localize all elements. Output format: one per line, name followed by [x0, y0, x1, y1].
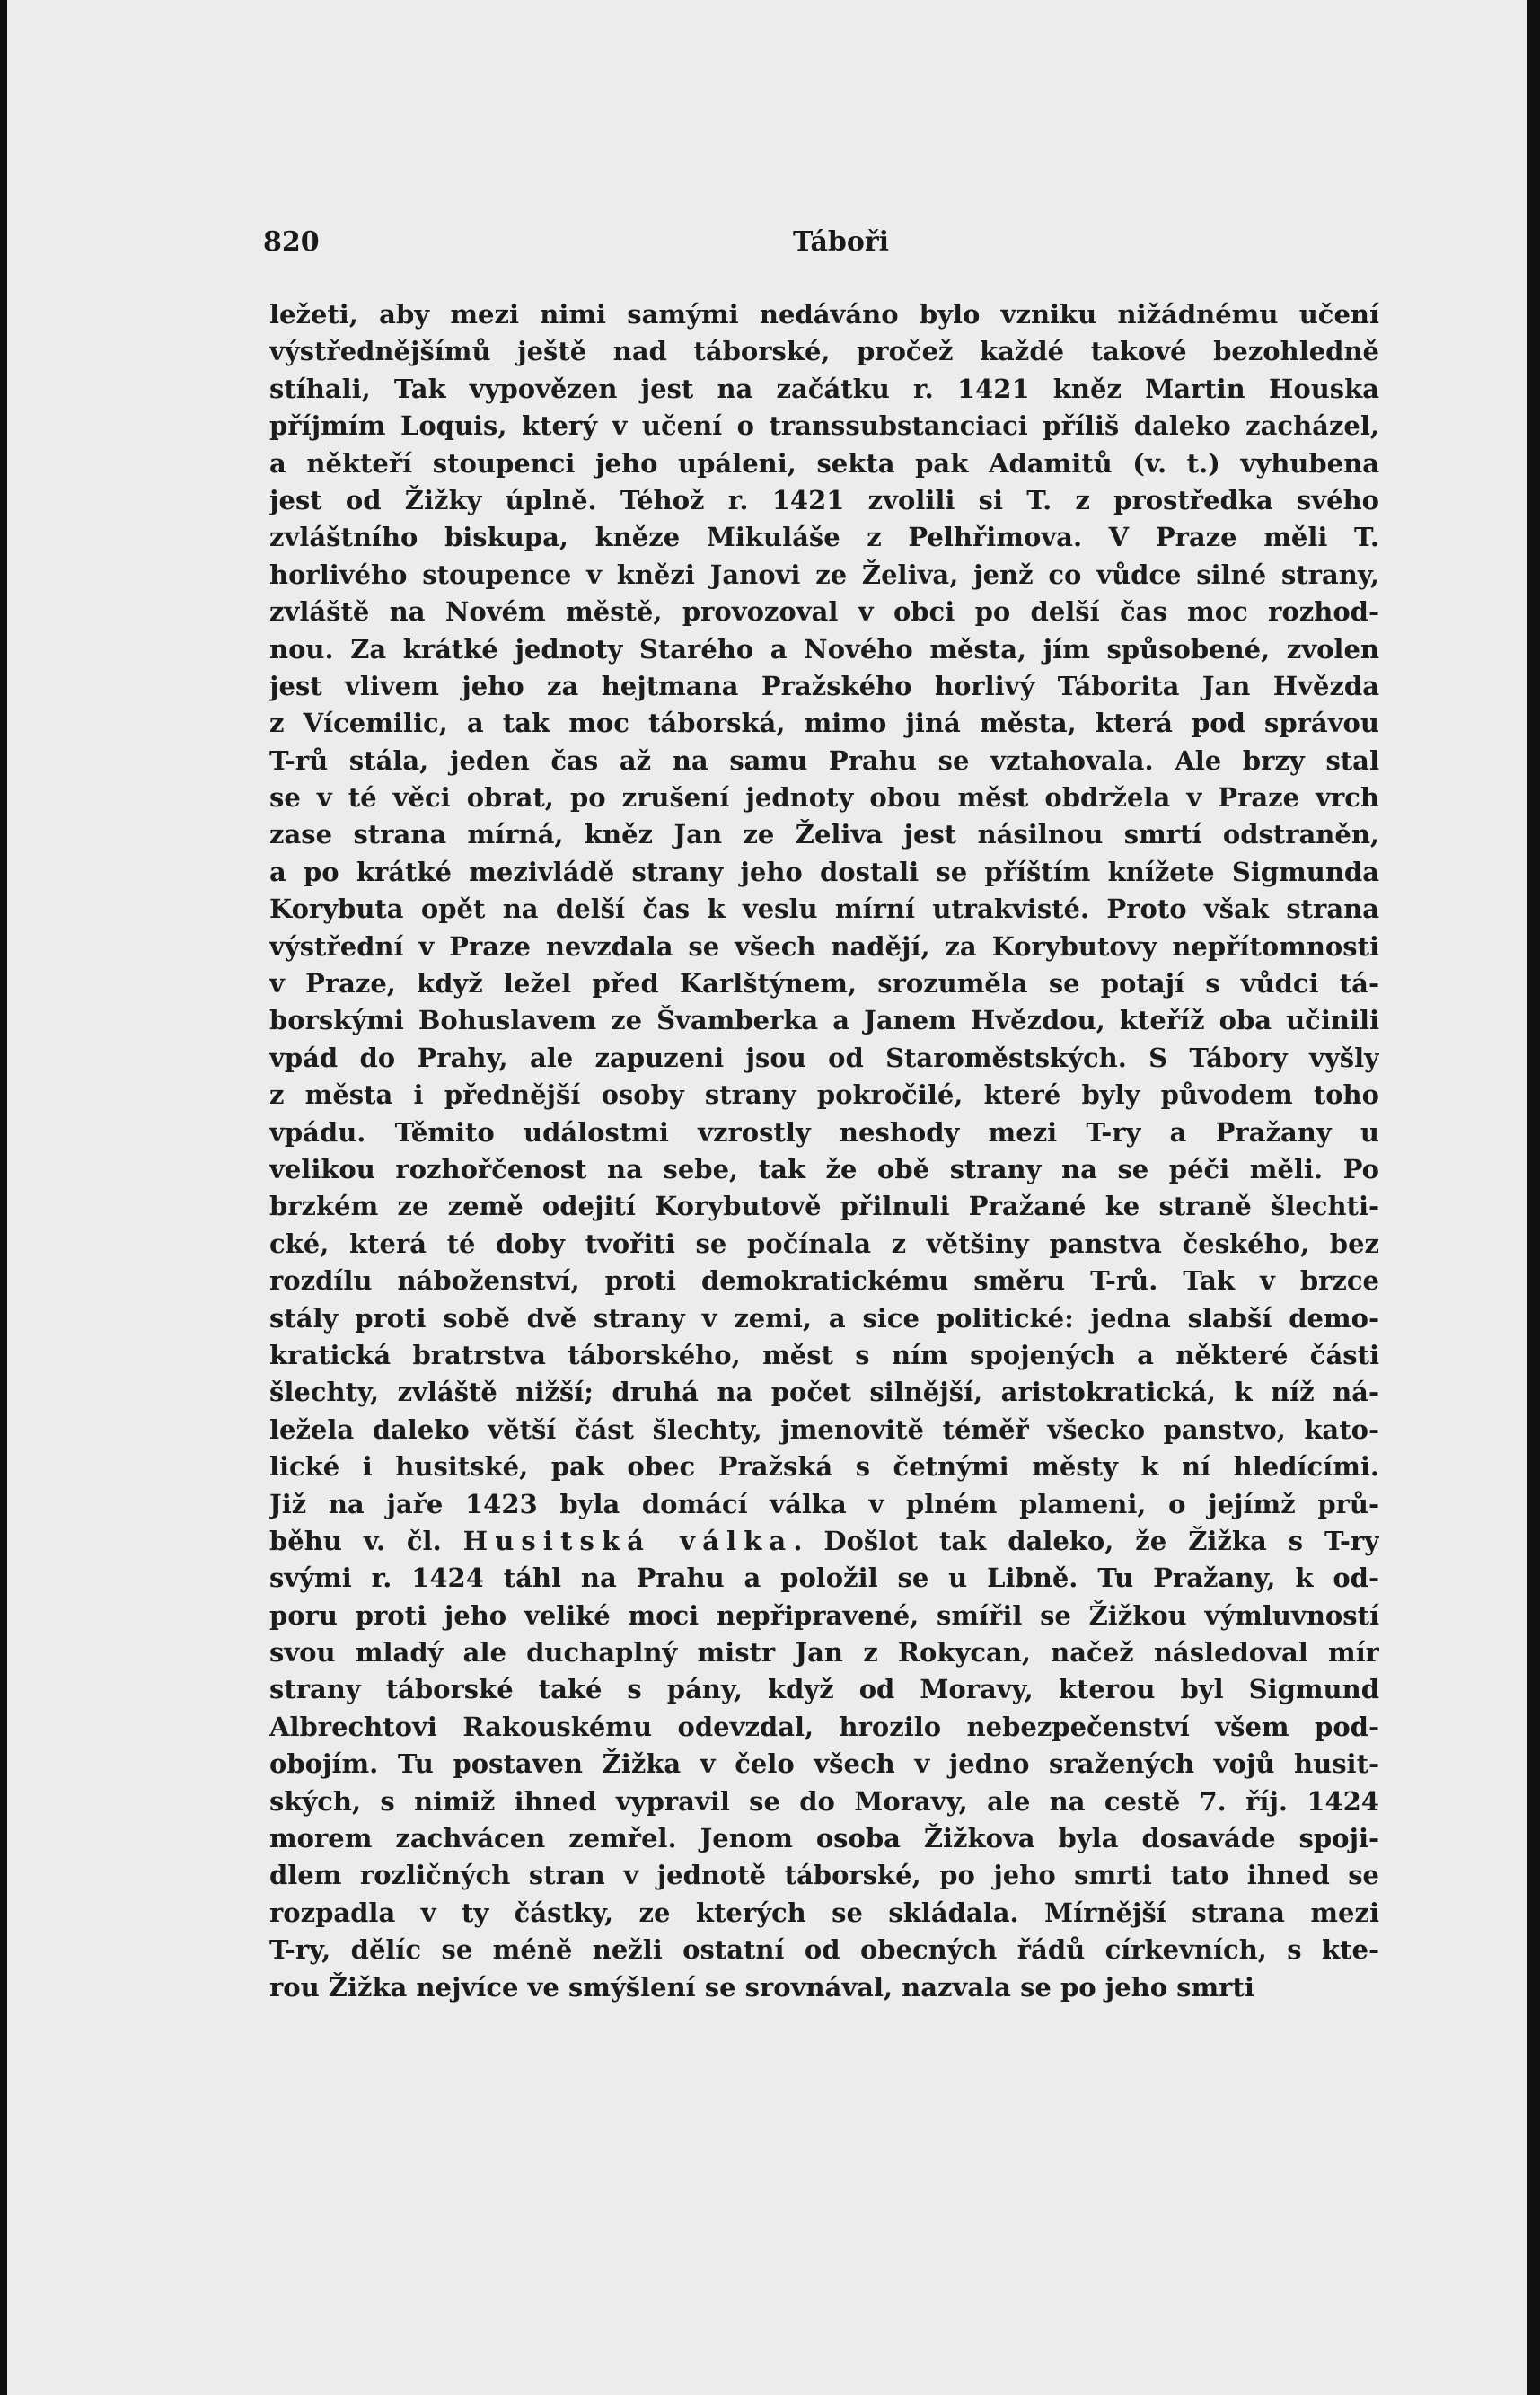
text-line: stíhali, Tak vypovězen jest na začátku r. 1421 kněz Martin Houska	[269, 373, 1379, 404]
text-line: kratická bratrstva táborského, měst s ním spojených a některé části	[269, 1339, 1379, 1370]
text-line: rou Žižka nejvíce ve smýšlení se srovnával, nazvala se po jeho smrti	[269, 1971, 1254, 2003]
text-line: T-ry, dělíc se méně nežli ostatní od obecných řádů církevních, s kte-	[269, 1934, 1379, 1966]
spaced-article-reference: Husitská válka	[462, 1525, 794, 1556]
text-line: výstřednějšímů ještě nad táborské, pročež každé takové bezohledně	[269, 336, 1379, 367]
text-line: rozpadla v ty částky, ze kterých se skládala. Mírnější strana mezi	[269, 1897, 1379, 1928]
text-line: poru proti jeho veliké moci nepřipravené, smířil se Žižkou výmluvností	[269, 1599, 1379, 1631]
text-line: svými r. 1424 táhl na Prahu a položil se u Libně. Tu Pražany, k od-	[269, 1563, 1379, 1594]
text-line: strany táborské také s pány, když od Moravy, kterou byl Sigmund	[269, 1674, 1379, 1705]
text-line: vpádu. Těmito událostmi vzrostly neshody mezi T-ry a Pražany u	[269, 1116, 1379, 1148]
text-line: Korybuta opět na delší čas k veslu mírní utrakvisté. Proto však strana	[269, 894, 1379, 925]
text-line: v Praze, když ležel před Karlštýnem, srozuměla se potají s vůdci tá-	[269, 968, 1379, 999]
text-line: zase strana mírná, kněz Jan ze Želiva jest násilnou smrtí odstraněn,	[269, 819, 1379, 850]
text-line: zvláštního biskupa, kněze Mikuláše z Pelhřimova. V Praze měli T.	[269, 522, 1379, 553]
text-line: dlem rozličných stran v jednotě táborské, po jeho smrti tato ihned se	[269, 1860, 1379, 1891]
running-title: Táboři	[793, 226, 890, 258]
text-line: vpád do Prahy, ale zapuzeni jsou od Staroměstských. S Tábory vyšly	[269, 1042, 1379, 1073]
text-line: brzkém ze země odejití Korybutově přilnuli Pražané ke straně šlechti-	[269, 1191, 1379, 1222]
text-line: šlechty, zvláště nižší; druhá na počet silnější, aristokratická, k níž ná-	[269, 1377, 1379, 1408]
text-line: z města i přednější osoby strany pokročilé, které byly původem toho	[269, 1079, 1379, 1111]
text-line: zvláště na Novém městě, provozoval v obci po delší čas moc rozhod-	[269, 596, 1379, 628]
text-line: borskými Bohuslavem ze Švamberka a Janem Hvězdou, kteříž oba učinili	[269, 1005, 1379, 1036]
text-line: Albrechtovi Rakouskému odevzdal, hrozilo nebezpečenství všem pod-	[269, 1711, 1379, 1742]
text-line: výstřední v Praze nevzdala se všech nadějí, za Korybutovy nepřítomnosti	[269, 930, 1379, 962]
text-line: ležela daleko větší část šlechty, jmenovitě téměř všecko panstvo, kato-	[269, 1413, 1379, 1445]
text-line: nou. Za krátké jednoty Starého a Nového města, jím spůsobené, zvolen	[269, 633, 1379, 665]
text-line: se v té věci obrat, po zrušení jednoty obou měst obdržela v Praze vrch	[269, 782, 1379, 814]
text-fragment: . Došlot tak daleko, že Žižka s T-ry	[793, 1525, 1379, 1556]
text-line: velikou rozhořčenost na sebe, tak že obě strany na se péči měli. Po	[269, 1153, 1379, 1184]
text-line: z Vícemilic, a tak moc táborská, mimo jiná města, která pod správou	[269, 708, 1379, 739]
text-line: ležeti, aby mezi nimi samými nedáváno bylo vzniku nižádnému učení	[269, 299, 1379, 330]
text-line: příjmím Loquis, který v učení o transsubstanciaci příliš daleko zacházel,	[269, 410, 1379, 442]
page-number: 820	[263, 226, 320, 258]
text-line: lické i husitské, pak obec Pražská s četnými městy k ní hledícími.	[269, 1451, 1379, 1483]
text-line: jest vlivem jeho za hejtmana Pražského horlivý Táborita Jan Hvězda	[269, 670, 1379, 701]
text-line: a po krátké mezivládě strany jeho dostali se příštím knížete Sigmunda	[269, 856, 1379, 887]
text-line: horlivého stoupence v knězi Janovi ze Želiva, jenž co vůdce silné strany,	[269, 559, 1379, 590]
page-header	[263, 226, 1377, 262]
text-line: T-rů stála, jeden čas až na samu Prahu se vztahovala. Ale brzy stal	[269, 744, 1379, 776]
text-line: a někteří stoupenci jeho upáleni, sekta pak Adamitů (v. t.) vyhubena	[269, 447, 1379, 479]
text-line: stály proti sobě dvě strany v zemi, a sice politické: jedna slabší demo-	[269, 1302, 1379, 1334]
text-line: svou mladý ale duchaplný mistr Jan z Rokycan, načež následoval mír	[269, 1637, 1379, 1669]
text-line: Již na jaře 1423 byla domácí válka v plném plameni, o jejímž prů-	[269, 1488, 1379, 1519]
book-page	[7, 0, 1527, 2395]
text-line-with-spaced-term	[269, 1523, 1379, 1560]
text-line: morem zachvácen zemřel. Jenom osoba Žižkova byla dosaváde spoji-	[269, 1823, 1379, 1854]
text-line: obojím. Tu postaven Žižka v čelo všech v jedno sražených vojů husit-	[269, 1748, 1379, 1780]
text-line: cké, která té doby tvořiti se počínala z většiny panstva českého, bez	[269, 1228, 1379, 1259]
text-line: rozdílu náboženství, proti demokratickému směru T-rů. Tak v brzce	[269, 1265, 1379, 1297]
text-line: ských, s nimiž ihned vypravil se do Moravy, ale na cestě 7. říj. 1424	[269, 1785, 1379, 1817]
body-text	[269, 296, 1379, 2006]
text-line: jest od Žižky úplně. Téhož r. 1421 zvolili si T. z prostředka svého	[269, 484, 1379, 515]
text-fragment: běhu v. čl.	[269, 1525, 463, 1556]
